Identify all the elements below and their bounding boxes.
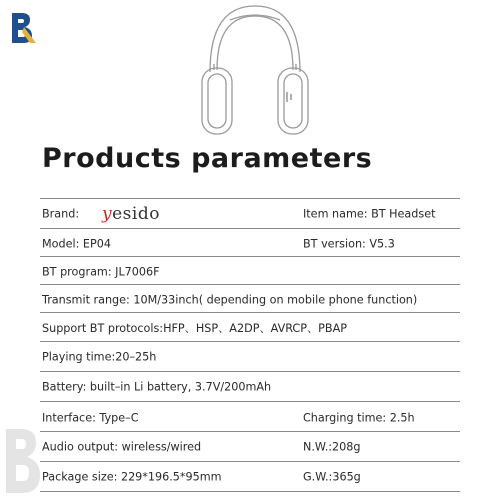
spec-row-audio-output xyxy=(40,432,460,461)
spec-gross-weight: G.W.:365g xyxy=(303,470,361,483)
spec-battery: Battery: built–in Li battery, 3.7V/200mAh xyxy=(42,380,272,393)
spec-transmit-range: Transmit range: 10M/33inch( depending on mobile phone function) xyxy=(42,293,418,306)
spec-playing-time: Playing time:20–25h xyxy=(42,350,157,363)
spec-row-bt-program xyxy=(40,257,460,286)
spec-bt-program: BT program: JL7006F xyxy=(42,265,160,278)
spec-interface: Interface: Type–C xyxy=(42,411,139,424)
row-divider xyxy=(40,401,460,402)
spec-row-model xyxy=(40,229,460,258)
spec-model: Model: EP04 xyxy=(42,237,111,250)
yesido-logo: yesido xyxy=(102,203,160,224)
yesido-logo-rest: esido xyxy=(112,203,160,224)
row-divider xyxy=(40,491,460,492)
headset-image xyxy=(190,0,320,140)
spec-item-name: Item name: BT Headset xyxy=(303,207,436,220)
spec-bt-version: BT version: V5.3 xyxy=(303,237,395,250)
watermark-logo xyxy=(2,425,42,497)
spec-row-protocols xyxy=(40,313,460,342)
brand-mark-logo xyxy=(8,10,40,46)
spec-row-brand xyxy=(40,199,460,228)
spec-row-interface xyxy=(40,403,460,432)
spec-row-battery xyxy=(40,372,460,401)
spec-charging-time: Charging time: 2.5h xyxy=(303,411,415,424)
spec-protocols: Support BT protocols:HFP、HSP、A2DP、AVRCP、PBAP xyxy=(42,321,347,335)
spec-row-transmit-range xyxy=(40,285,460,314)
page-title: Products parameters xyxy=(42,143,373,174)
spec-net-weight: N.W.:208g xyxy=(303,440,361,453)
spec-label-brand: Brand: xyxy=(42,207,80,220)
spec-package-size: Package size: 229*196.5*95mm xyxy=(42,470,222,483)
spec-row-package-size xyxy=(40,462,460,491)
spec-row-playing-time xyxy=(40,342,460,371)
spec-audio-output: Audio output: wireless/wired xyxy=(42,440,202,453)
